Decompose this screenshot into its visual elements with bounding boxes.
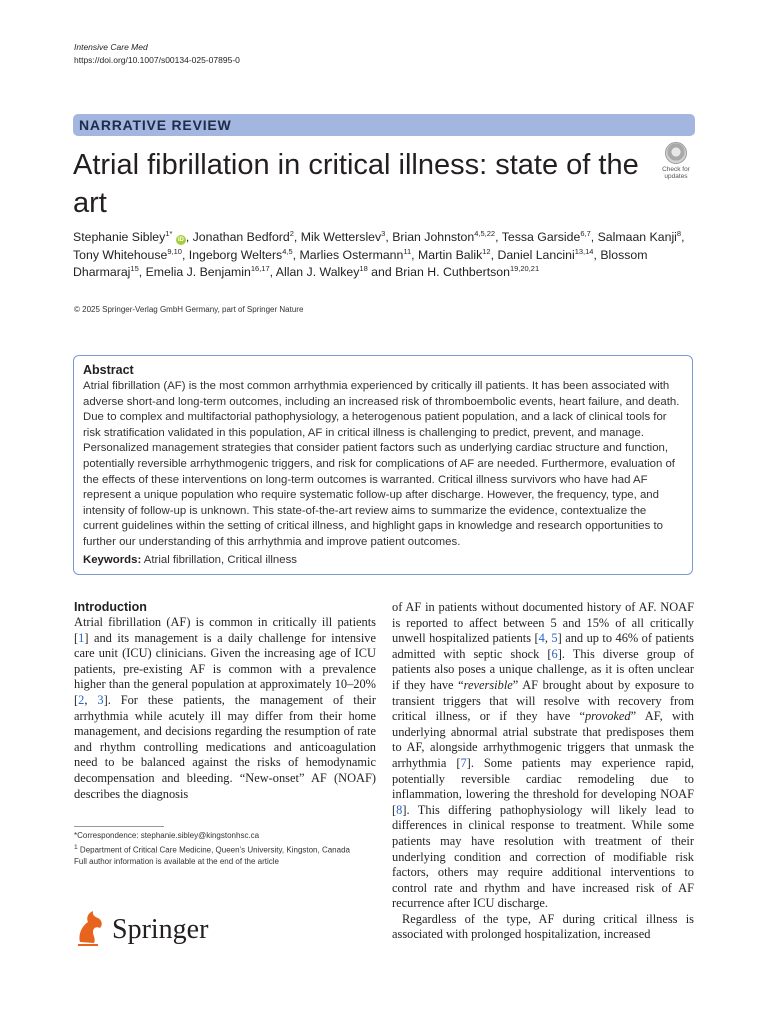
author-affiliation: 19,20,21 [509, 263, 540, 273]
citation-link[interactable]: 6 [551, 646, 558, 661]
journal-name: Intensive Care Med [74, 42, 148, 52]
author-list: Stephanie Sibley$^{1*}$ iD , Jonathan Bedford$^2$, Mik Wetterslev$^3$, Brian Johnston$^{4,5,22}$, Tessa Garside$^{6,7}$, Salmaan Kanji$^8$, Tony Whitehouse$^{9,10}$, Ingeborg Welters$^{4,5}$, Marlies Ostermann$^{11}$, Martin Balik$^{12}$, Daniel Lancini$^{13,14}$, Blossom Dharmaraj$^{15}$, Emelia J. Benjamin$^{16,17}$, Allan J. Walkey$^{18}$ and Brian H. Cuthbertson$^{19,20,21}$ [73, 228, 685, 279]
citation-link[interactable]: 8 [396, 802, 403, 817]
intro-paragraph-2: Regardless of the type, AF during critical illness is associated with prolonged hospitalization, increased [392, 911, 694, 942]
author-affiliation: 18 [359, 263, 368, 273]
author-affiliation: 8 [676, 228, 682, 238]
author-affiliation: 16,17 [250, 263, 270, 273]
copyright: © 2025 Springer-Verlag GmbH Germany, part of Springer Nature [74, 305, 304, 314]
author-name: Tessa Garside [501, 230, 581, 244]
author-name: Brian H. Cuthbertson [395, 265, 510, 279]
author-name: Jonathan Bedford [192, 230, 290, 244]
author-name: Brian Johnston [392, 230, 475, 244]
author-name: Marlies Ostermann [299, 247, 404, 262]
author-affiliation: 3 [381, 228, 386, 238]
article-title: Atrial fibrillation in critical illness: state of the art [73, 149, 639, 219]
affiliation-note: $^1$ Department of Critical Care Medicine, Queen’s University, Kingston, Canada [74, 843, 350, 855]
author-name: Emelia J. Benjamin [145, 265, 251, 279]
footnotes [74, 830, 364, 867]
author-name: Mik Wetterslev [300, 230, 382, 244]
author-name: Tony Whitehouse [73, 247, 168, 262]
author-affiliation: 2 [289, 228, 294, 238]
body-column-left [74, 600, 376, 802]
check-updates-icon [665, 142, 687, 164]
citation-link[interactable]: 3 [97, 692, 104, 707]
footnote-rule [74, 826, 164, 827]
citation-link[interactable]: 7 [460, 755, 467, 770]
citation-link[interactable]: 5 [551, 631, 558, 646]
springer-horse-icon [74, 908, 108, 948]
check-updates-label: Check for updates [662, 166, 690, 180]
springer-wordmark: Springer [112, 914, 209, 945]
orcid-icon[interactable]: iD [177, 237, 184, 243]
springer-logo [74, 908, 209, 950]
author-name: Salmaan Kanji [597, 230, 677, 244]
emphasis-term: provoked [584, 709, 631, 724]
author-name: Ingeborg Welters [188, 247, 283, 262]
author-info-note: Full author information is available at the end of the article [74, 856, 280, 866]
introduction-heading: Introduction [74, 600, 147, 614]
emphasis-term: reversible [463, 677, 513, 692]
author-name: Stephanie Sibley [73, 230, 166, 244]
citation-link[interactable]: 2 [78, 692, 85, 707]
article-type-banner [73, 114, 695, 136]
author-affiliation: 11 [403, 246, 412, 256]
correspondence-note: *Correspondence: stephanie.sibley@kingstonhsc.ca [74, 831, 260, 840]
abstract-heading: Abstract [83, 363, 134, 377]
author-affiliation: 4,5 [282, 246, 293, 256]
author-name: Daniel Lancini [497, 247, 575, 262]
author-affiliation: 9,10 [167, 246, 182, 256]
check-for-updates-badge[interactable] [656, 142, 696, 180]
author-affiliation: 6,7 [580, 228, 591, 238]
intro-paragraph-1: Atrial fibrillation (AF) is common in critically ill patients [1] and its management is a daily challenge for intensive care unit (ICU) clinicians. Given the increasing age of ICU patients, pre-existing AF is common with a prevalence higher than the general population at approximately 10–20% [2, 3]. For these patients, the management of their arrhythmia while acutely ill may differ from their home management, and decisions regarding the resumption of rate and rhythm controlling medications and anticoagulation need to be balanced against the risks of hemodynamic decompensation and bleeding. “New-onset” AF (NOAF) describes the diagnosis [74, 615, 376, 801]
article-type-label: NARRATIVE REVIEW [79, 117, 232, 133]
citation-link[interactable]: 1 [78, 630, 85, 645]
journal-header [74, 41, 240, 67]
author-affiliation: 13,14 [574, 246, 594, 256]
author-affiliation: 4,5,22 [474, 228, 496, 238]
abstract-box [73, 355, 693, 575]
keywords-values: Atrial fibrillation, Critical illness [143, 553, 297, 566]
body-column-right [392, 600, 694, 943]
author-name: Martin Balik [418, 247, 483, 262]
citation-link[interactable]: 4 [538, 631, 545, 646]
author-affiliation: 12 [482, 246, 491, 256]
author-name: Allan J. Walkey [275, 265, 360, 279]
keywords-label: Keywords: [83, 553, 142, 566]
keywords [83, 553, 683, 569]
abstract-text: Atrial fibrillation (AF) is the most common arrhythmia experienced by critically ill patients. It has been associated with adverse short-and long-term outcomes, including an increased risk of thromboembolic events, heart failure, and death. Due to complex and multifactorial pathophysiology, a heterogenous patient population, and a lack of clinical tools for risk stratification validated in this population, AF in critical illness is challenging to predict, prevent, and manage. Personalized management strategies that consider patient factors such as underlying cardiac structure and function, potentially reversible arrhythmogenic triggers, and risk for complications of AF are needed. Furthermore, evaluation of the effects of these interventions on long-term outcomes is warranted. Critical illness survivors who have had AF represent a unique population who require systematic follow-up after discharge. However, the frequency, type, and intensity of follow-up is unknown. This state-of-the-art review aims to summarize the evidence, contextualize the current guidelines within the setting of critical illness, and highlight gaps in knowledge and research opportunities to further our understanding of this arrhythmia and improve patient outcomes. [83, 380, 680, 548]
author-affiliation: 1* [165, 228, 173, 238]
author-name: Blossom Dharmaraj [73, 247, 648, 279]
intro-paragraph-1-cont: of AF in patients without documented history of AF. NOAF is reported to affect between 5 and 15% of all critically unwell hospitalized patients [4, 5] and up to 46% of patients admitted with septic shock [6]. This diverse group of patients also poses a unique challenge, as it is often unclear if they have “reversible” AF brought about by exposure to transient triggers that will resolve with recovery from critical illness, or if they have “provoked” AF, with underlying abnormal atrial substrate that predisposes them to AF, alongside arrhythmogenic triggers that unmask the arrhythmia [7]. Some patients may experience rapid, potentially reversible cardiac remodeling due to inflammation, lowering the threshold for developing NOAF [8]. This differing pathophysiology will likely lead to differences in clinical response to treatment. While some patients may have resolution with treatment of their underlying condition and correction of modifiable risk factors, others may require additional interventions to control rate and rhythm and have increased risk of AF recurrence after ICU discharge. [392, 600, 694, 911]
doi-link[interactable]: https://doi.org/10.1007/s00134-025-07895-0 [74, 55, 240, 65]
author-affiliation: 15 [130, 263, 139, 273]
